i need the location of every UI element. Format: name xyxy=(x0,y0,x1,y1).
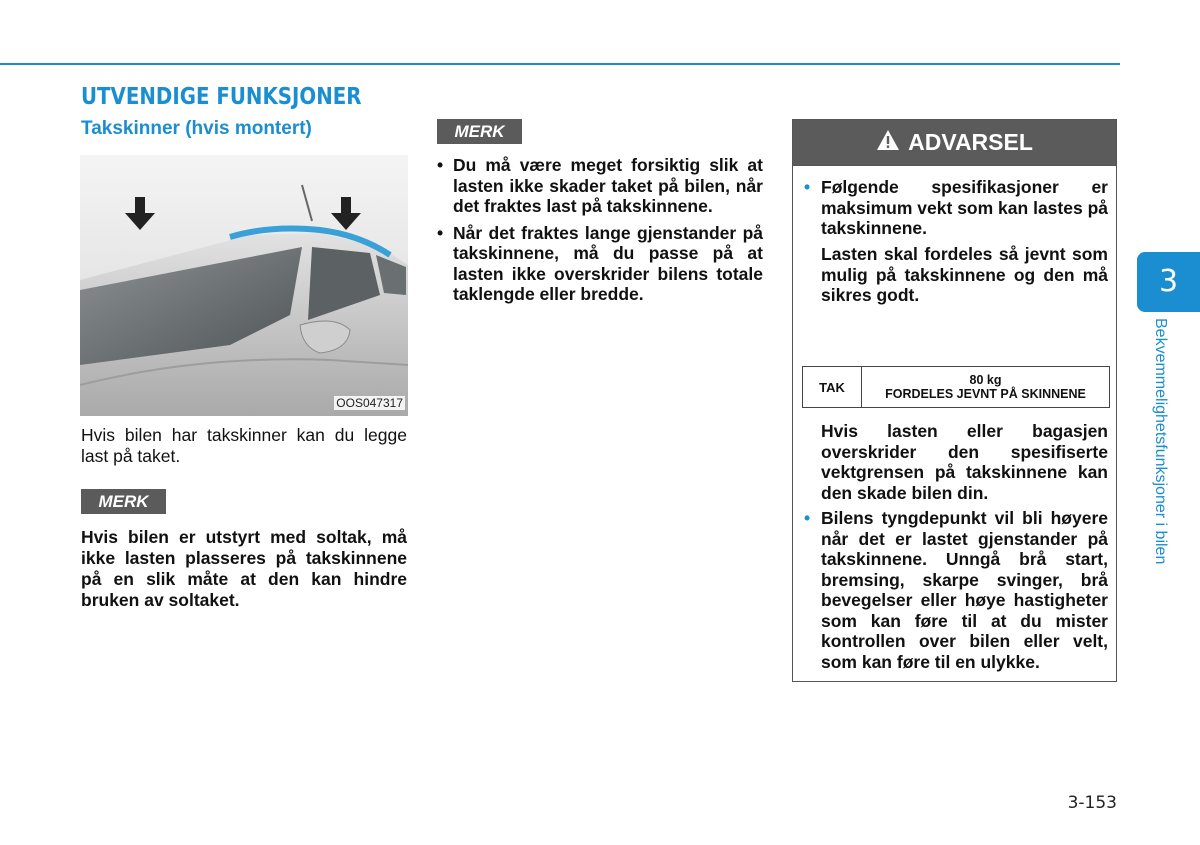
figure-code: OOS047317 xyxy=(336,396,403,410)
roof-rail-figure xyxy=(80,155,408,416)
car-illustration xyxy=(80,155,408,416)
warning-title: ADVARSEL xyxy=(908,129,1033,155)
page-number: 3-153 xyxy=(1067,793,1117,813)
spec-value-weight: 80 kg xyxy=(969,373,1002,387)
bullet-icon: • xyxy=(437,155,444,175)
note-bullet-list xyxy=(437,155,763,311)
list-item xyxy=(804,508,1108,672)
bullet-icon: • xyxy=(437,222,444,243)
note-text: Hvis bilen er utstyrt med soltak, må ikke lasten plasseres på takskinnene på en slik måte at den kan hindre bruken av soltaket. xyxy=(81,527,407,610)
warning-header xyxy=(793,120,1116,166)
intro-text: Hvis bilen har takskinner kan du legge last på taket. xyxy=(81,425,407,466)
note-label: MERK xyxy=(437,119,522,144)
top-rule xyxy=(0,63,1120,65)
list-item-text: Du må være meget forsiktig slik at lasten ikke skader taket på bilen, når det fraktes last på takskinnene. xyxy=(453,155,763,216)
spec-value xyxy=(862,367,1110,408)
warning-triangle-icon xyxy=(876,129,900,157)
spec-key: TAK xyxy=(803,367,862,408)
list-item xyxy=(437,155,763,217)
warning-list xyxy=(804,508,1108,672)
subtitle: Takskinner (hvis montert) xyxy=(81,118,312,139)
warning-paragraph: Lasten skal fordeles så jevnt som mulig på takskinnene og den må sikres godt. xyxy=(821,244,1108,305)
warning-list xyxy=(804,177,1108,239)
list-item-text: Når det fraktes lange gjenstander på takskinnene, må du passe på at lasten ikke overskrider bilens totale taklengde eller bredde. xyxy=(453,222,763,304)
chapter-tab: 3 xyxy=(1137,252,1200,312)
spec-table xyxy=(802,366,1110,408)
warning-paragraph: Hvis lasten eller bagasjen overskrider den spesifiserte vektgrensen på takskinnene kan den skade bilen din. xyxy=(821,421,1108,503)
spec-value-note: FORDELES JEVNT PÅ SKINNENE xyxy=(885,387,1086,401)
list-item-text: Følgende spesifikasjoner er maksimum vekt som kan lastes på takskinnene. xyxy=(821,177,1108,238)
bullet-icon: • xyxy=(804,508,811,528)
chapter-label: Bekvemmelighetsfunksjoner i bilen xyxy=(1152,318,1169,565)
note-label: MERK xyxy=(81,489,166,514)
section-title: UTVENDIGE FUNKSJONER xyxy=(81,84,362,110)
list-item xyxy=(437,223,763,305)
list-item xyxy=(804,177,1108,239)
list-item-text: Bilens tyngdepunkt vil bli høyere når det er lastet gjenstander på takskinnene. Unngå brå start, bremsing, skarpe svinger, brå bevegelser eller høye hastigheter som kan føre til at du mister kontrollen over bilen eller velt, som kan føre til en ulykke. xyxy=(821,508,1108,672)
bullet-icon: • xyxy=(804,177,811,197)
warning-box xyxy=(792,119,1117,682)
